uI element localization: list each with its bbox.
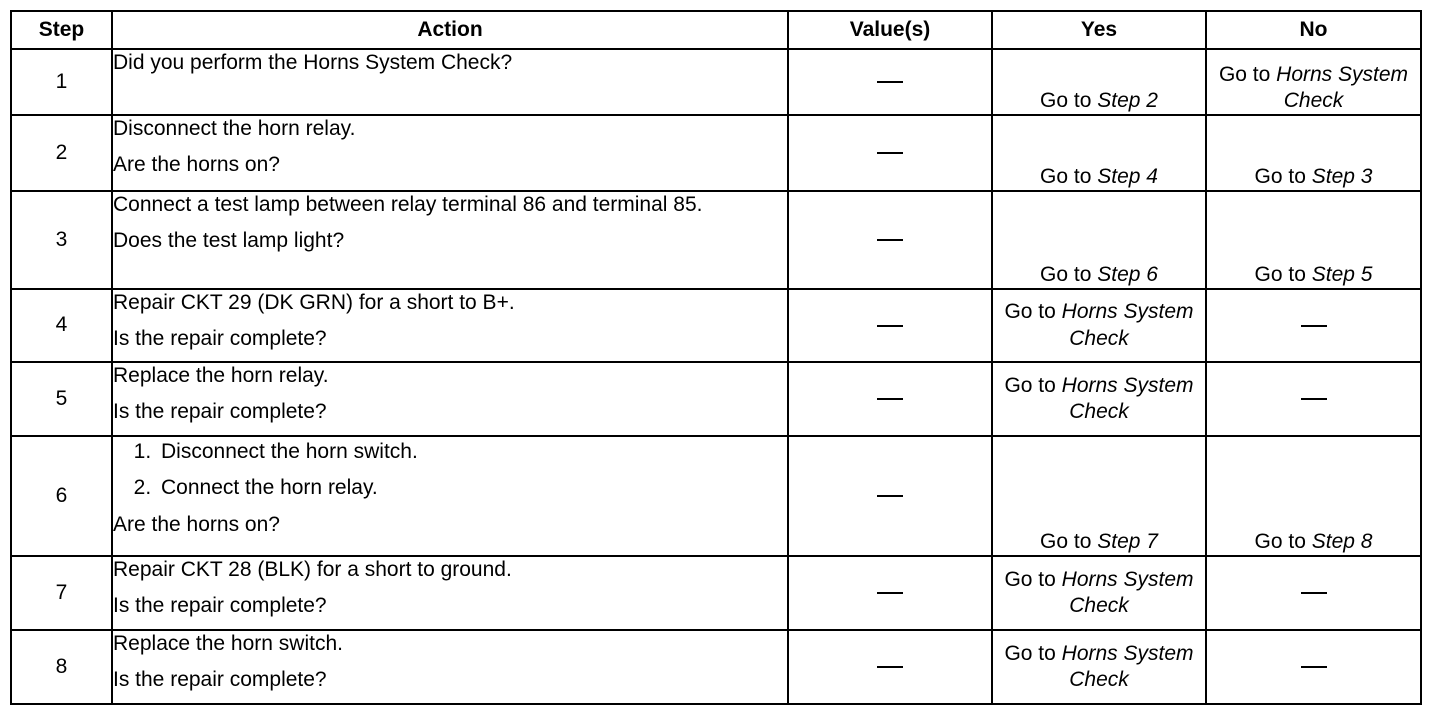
yes-cell — [992, 115, 1206, 191]
goto-prefix: Go to — [1004, 567, 1062, 591]
action-cell — [112, 289, 788, 362]
action-list-item: 2. Connect the horn relay. — [157, 475, 787, 501]
dash-mark — [877, 325, 903, 327]
yes-cell — [992, 436, 1206, 556]
header-no: No — [1206, 11, 1421, 49]
goto-prefix: Go to — [1040, 88, 1098, 112]
step-number: 4 — [11, 289, 112, 362]
action-text: Does the test lamp light? — [113, 229, 345, 253]
goto-prefix: Go to — [1004, 641, 1062, 665]
action-cell — [112, 362, 788, 436]
step-number: 1 — [11, 49, 112, 115]
step-number: 2 — [11, 115, 112, 191]
goto-target: Step 7 — [1097, 529, 1158, 553]
goto-target: Step 2 — [1097, 88, 1158, 112]
action-text: Replace the horn relay. — [113, 364, 329, 387]
no-cell — [1206, 49, 1421, 115]
action-cell — [112, 436, 788, 556]
table-row — [11, 115, 1421, 191]
action-text: Replace the horn switch. — [113, 632, 343, 655]
dash-mark — [877, 666, 903, 668]
action-list-item: 1. Disconnect the horn switch. — [157, 439, 787, 465]
yes-cell — [992, 630, 1206, 704]
action-text: Disconnect the horn relay. — [113, 117, 356, 140]
goto-target: Step 6 — [1097, 262, 1158, 286]
dash-mark — [877, 592, 903, 594]
goto-prefix: Go to — [1040, 529, 1098, 553]
header-action: Action — [112, 11, 788, 49]
dash-mark — [877, 239, 903, 241]
yes-cell — [992, 49, 1206, 115]
goto-target: Horns System Check — [1061, 300, 1194, 350]
action-cell — [112, 49, 788, 115]
value-cell — [788, 49, 992, 115]
table-row — [11, 49, 1421, 115]
goto-target: Horns System Check — [1061, 373, 1194, 423]
action-text: Are the horns on? — [113, 512, 280, 536]
dash-mark — [1301, 325, 1327, 327]
dash-mark — [1301, 592, 1327, 594]
action-text: Is the repair complete? — [113, 594, 327, 618]
no-cell — [1206, 115, 1421, 191]
step-number: 6 — [11, 436, 112, 556]
action-text: Is the repair complete? — [113, 327, 327, 351]
dash-mark — [877, 398, 903, 400]
value-cell — [788, 115, 992, 191]
goto-prefix: Go to — [1004, 300, 1062, 324]
action-text: Repair CKT 29 (DK GRN) for a short to B+. — [113, 291, 515, 314]
no-cell — [1206, 191, 1421, 289]
dash-mark — [877, 495, 903, 497]
goto-prefix: Go to — [1254, 262, 1312, 286]
no-cell — [1206, 630, 1421, 704]
table-row — [11, 630, 1421, 704]
action-text: Repair CKT 28 (BLK) for a short to ground. — [113, 558, 512, 581]
goto-prefix: Go to — [1040, 262, 1098, 286]
dash-mark — [877, 152, 903, 154]
step-number: 3 — [11, 191, 112, 289]
table-row — [11, 289, 1421, 362]
header-yes: Yes — [992, 11, 1206, 49]
dash-mark — [877, 81, 903, 83]
action-cell — [112, 115, 788, 191]
action-text: Are the horns on? — [113, 153, 280, 177]
action-text: Is the repair complete? — [113, 668, 327, 692]
dash-mark — [1301, 666, 1327, 668]
no-cell — [1206, 362, 1421, 436]
goto-prefix: Go to — [1254, 164, 1312, 188]
yes-cell — [992, 191, 1206, 289]
no-cell — [1206, 556, 1421, 630]
value-cell — [788, 362, 992, 436]
dash-mark — [1301, 398, 1327, 400]
table-row — [11, 191, 1421, 289]
action-list — [113, 439, 787, 502]
goto-target: Step 4 — [1097, 164, 1158, 188]
header-row — [11, 11, 1421, 49]
goto-target: Step 3 — [1311, 164, 1373, 188]
table-row — [11, 362, 1421, 436]
goto-target: Step 5 — [1311, 262, 1373, 286]
action-text: Connect a test lamp between relay terminal 86 and terminal 85. — [113, 193, 703, 216]
goto-target: Step 8 — [1311, 529, 1373, 553]
header-step: Step — [11, 11, 112, 49]
step-number: 5 — [11, 362, 112, 436]
value-cell — [788, 289, 992, 362]
goto-target: Horns System Check — [1061, 641, 1194, 691]
action-text: Is the repair complete? — [113, 400, 327, 424]
value-cell — [788, 436, 992, 556]
value-cell — [788, 630, 992, 704]
goto-target: Horns System Check — [1276, 62, 1409, 112]
diagnostic-table — [10, 10, 1422, 705]
action-cell — [112, 630, 788, 704]
step-number: 8 — [11, 630, 112, 704]
no-cell — [1206, 289, 1421, 362]
yes-cell — [992, 556, 1206, 630]
action-cell — [112, 556, 788, 630]
goto-prefix: Go to — [1040, 164, 1098, 188]
step-number: 7 — [11, 556, 112, 630]
value-cell — [788, 191, 992, 289]
value-cell — [788, 556, 992, 630]
action-cell — [112, 191, 788, 289]
yes-cell — [992, 289, 1206, 362]
goto-prefix: Go to — [1218, 62, 1277, 86]
no-cell — [1206, 436, 1421, 556]
goto-target: Horns System Check — [1061, 567, 1194, 617]
table-row — [11, 436, 1421, 556]
yes-cell — [992, 362, 1206, 436]
goto-prefix: Go to — [1254, 529, 1312, 553]
goto-prefix: Go to — [1004, 373, 1062, 397]
table-row — [11, 556, 1421, 630]
header-values: Value(s) — [788, 11, 992, 49]
action-text: Did you perform the Horns System Check? — [113, 51, 513, 74]
